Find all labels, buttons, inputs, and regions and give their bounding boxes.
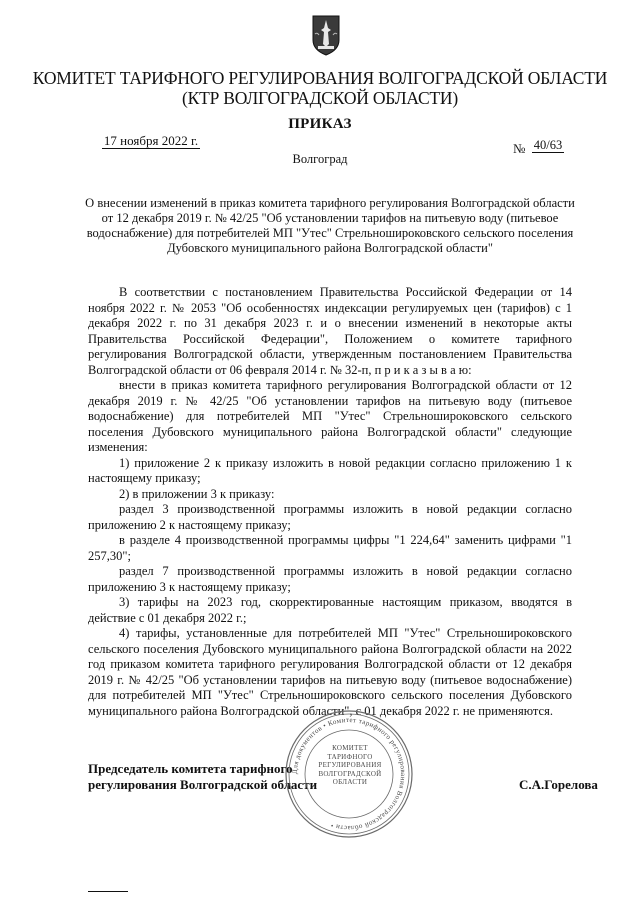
document-title: ПРИКАЗ [288,116,352,132]
stamp-line-4: ВОЛГОГРАДСКОЙ [318,769,382,778]
signatory-name: С.А.Горелова [519,777,598,792]
organization-name: КОМИТЕТ ТАРИФНОГО РЕГУЛИРОВАНИЯ ВОЛГОГРАДСКОЙ ОБЛАСТИ [32,68,608,88]
order-item-2: 2) в приложении 3 к приказу: [119,486,275,501]
order-item-2c: раздел 7 производственной программы изложить в новой редакции согласно приложению 3 к настоящему приказу; [88,564,572,594]
order-date: 17 ноября 2022 г. [103,133,199,148]
divider-line [88,891,128,892]
stamp-line-5: ОБЛАСТИ [332,778,368,786]
organization-short-name: (КТР ВОЛГОГРАДСКОЙ ОБЛАСТИ) [182,88,458,108]
stamp-line-1: КОМИТЕТ [332,744,368,752]
order-body [88,285,572,719]
order-item-2a: раздел 3 производственной программы изложить в новой редакции согласно приложению 2 к настоящему приказу; [88,502,572,532]
stamp-ring-text: Для документов • Комитет тарифного регулирования Волгоградской области • [290,715,408,833]
signatory-position-line2: регулирования Волгоградской области [88,777,318,792]
signatory-position-line1: Председатель комитета тарифного [88,761,293,776]
order-number: 40/63 [533,138,563,152]
order-item-4: 4) тарифы, установленные для потребителей МП "Утес" Стрельношироковского сельского поселения Дубовского муниципального района Волгоградской области на 2022 год приказом комитета тарифного регулирования Волгоградской области от 12 декабря 2019 г. № 42/25 "Об установлении тарифов на питьевую воду (питьевое водоснабжение) для потребителей МП "Утес" Стрельношироковского сельского поселения Дубовского муниципального района Волгоградской области", с 01 декабря 2022 г. не применяются. [88,626,572,718]
preamble-paragraph: В соответствии с постановлением Правительства Российской Федерации от 14 ноября 2022 г. № 2053 "Об особенностях индексации регулируемых цен (тарифов) с 1 декабря 2022 г. по 31 декабря 2023 г. и о внесении изменений в некоторые акты Правительства Российской Федерации", Положением о комитете тарифного регулирования Волгоградской области, утвержденным постановлением Правительства Волгоградской области от 06 февраля 2014 г. № 32-п, п р и к а з ы в а ю: [88,285,572,377]
order-item-3: 3) тарифы на 2023 год, скорректированные настоящим приказом, вводятся в действие с 01 декабря 2022 г.; [88,595,572,625]
order-subject: О внесении изменений в приказ комитета тарифного регулирования Волгоградской области от 12 декабря 2019 г. № 42/25 "Об установлении тарифов на питьевую воду (питьевое водоснабжение) для потребителей МП "Утес" Стрельношироковского сельского поселения Дубовского муниципального района Волгоградской области" [85,196,575,255]
order-city: Волгоград [292,152,348,166]
stamp-inner-text [305,744,395,787]
order-item-1: 1) приложение 2 к приказу изложить в новой редакции согласно приложению 1 к настоящему приказу; [88,455,572,485]
coat-of-arms-icon [311,14,341,56]
stamp-line-2: ТАРИФНОГО [327,752,373,761]
intro-paragraph: внести в приказ комитета тарифного регулирования Волгоградской области от 12 декабря 2019 г. № 42/25 "Об установлении тарифов на питьевую воду (питьевое водоснабжение) для потребителей МП "Утес" Стрельношироковского сельского поселения Дубовского муниципального района Волгоградской области" следующие изменения: [88,378,572,454]
order-number-sign: № [513,141,526,156]
stamp-line-3: РЕГУЛИРОВАНИЯ [318,761,382,769]
order-item-2b: в разделе 4 производственной программы цифры "1 224,64" заменить цифрами "1 257,30"; [88,533,572,563]
